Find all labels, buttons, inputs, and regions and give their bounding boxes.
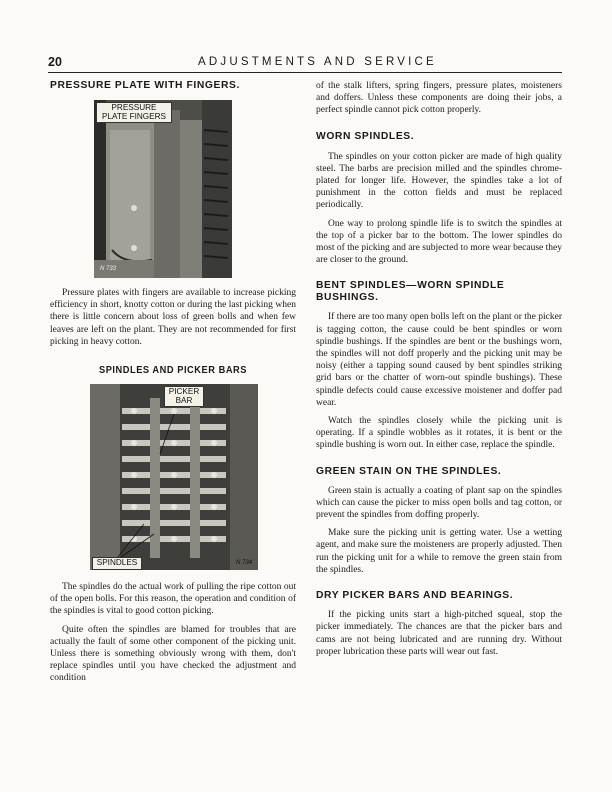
spindles-label: SPINDLES	[96, 558, 138, 568]
green-stain-paragraph-1: Green stain is actually a coating of plant sap on the spindles which can cause the picker to miss open bolls and tag cotton, or prevent the spindles from doffing properly.	[316, 485, 562, 521]
pressure-plate-photo	[94, 100, 232, 278]
pressure-plate-heading: PRESSURE PLATE WITH FINGERS.	[50, 80, 240, 91]
worn-spindles-paragraph-1: The spindles on your cotton picker are made of high quality steel. The barbs are precision milled and the spindles chrome-plated for longer life. However, the spindles take a lot of punishment in the cotton fields and must be replaced periodically.	[316, 151, 562, 211]
callout-line-1: PRESSURE	[111, 103, 157, 112]
worn-spindles-paragraph-2: One way to prolong spindle life is to switch the spindles at the top of a picker bar to the bottom. The lower spindles do most of the picking and are subjected to more wear because they are closer to the ground.	[316, 218, 562, 266]
bent-spindles-paragraph-2: Watch the spindles closely while the picking unit is operating. If a spindle wobbles as it rotates, it is bent or the spindle bushing is worn out. In either case, replace the spindle.	[316, 416, 562, 451]
spindles-paragraph-2: Quite often the spindles are blamed for troubles that are actually the fault of some other component of the picking unit. Unless there is something obviously wrong with them, don't replace spindles until you have checked the adjustment and condition	[50, 624, 296, 684]
spindles-paragraph-1: The spindles do the actual work of pulling the ripe cotton out of the open bolls. For this reason, the operation and condition of the spindles is vital to good cotton picking.	[50, 582, 296, 617]
spindles-illustration	[90, 384, 258, 570]
green-stain-paragraph-2: Make sure the picking unit is getting water. Use a wetting agent, and make sure the moisteners are properly adjusted. Then run the picking unit for a while to remove the green stain from the spindles.	[316, 528, 562, 575]
pressure-plate-fingers-callout	[96, 102, 172, 123]
continued-paragraph: of the stalk lifters, spring fingers, pressure plates, moisteners and doffers. Unless these components are doing their jobs, a perfect spindle cannot pick cotton properly.	[316, 81, 562, 116]
spindles-callout	[92, 557, 142, 570]
page-header	[48, 55, 562, 73]
figure-number: N 734	[236, 560, 253, 567]
spindles-photo	[90, 384, 258, 570]
picker-bar-callout	[164, 386, 204, 407]
spindles-heading: SPINDLES AND PICKER BARS	[98, 365, 248, 377]
picker-bar-line-2: BAR	[175, 395, 193, 405]
right-column	[316, 80, 562, 658]
bent-spindles-heading: BENT SPINDLES—WORN SPINDLE BUSHINGS.	[316, 280, 505, 304]
dry-picker-bars-paragraph: If the picking units start a high-pitched squeal, stop the picker immediately. The chances are that the picker bars and cams are not being lubricated and are running dry. Without proper lubrication these parts will wear out fast.	[316, 610, 562, 657]
pressure-plate-paragraph: Pressure plates with fingers are available to increase picking efficiency in short, knotty cotton or during the last picking when there is little concern about loss of green bolls and when few leaves are left on the plant. They are not recommended for first picking in heavy cotton.	[50, 288, 296, 347]
running-head: ADJUSTMENTS AND SERVICE	[198, 56, 437, 68]
picker-bar-line-1: PICKER	[168, 387, 200, 397]
bent-spindles-paragraph-1: If there are too many open bolls left on the plant or the picker is tagging cotton, the cause could be bent spindles or worn spindle bushings. If the spindles are bent or the bushings worn, the spindles will not doff properly and the picking unit may be noisy (either a tapping sound caused by bent spindles striking grid bars or the chatter of worn-out spindle bushings). These spindle defects could cause excessive moistener and doffer pad wear.	[316, 312, 562, 408]
pressure-plate-illustration	[94, 100, 232, 278]
figure-number: N 733	[100, 266, 117, 272]
left-column	[50, 80, 296, 685]
green-stain-heading: GREEN STAIN ON THE SPINDLES.	[316, 465, 502, 477]
worn-spindles-heading: WORN SPINDLES.	[316, 130, 415, 142]
callout-line-2: PLATE FINGERS	[102, 111, 166, 121]
page-number: 20	[48, 55, 62, 69]
dry-picker-bars-heading: DRY PICKER BARS AND BEARINGS.	[316, 590, 514, 602]
